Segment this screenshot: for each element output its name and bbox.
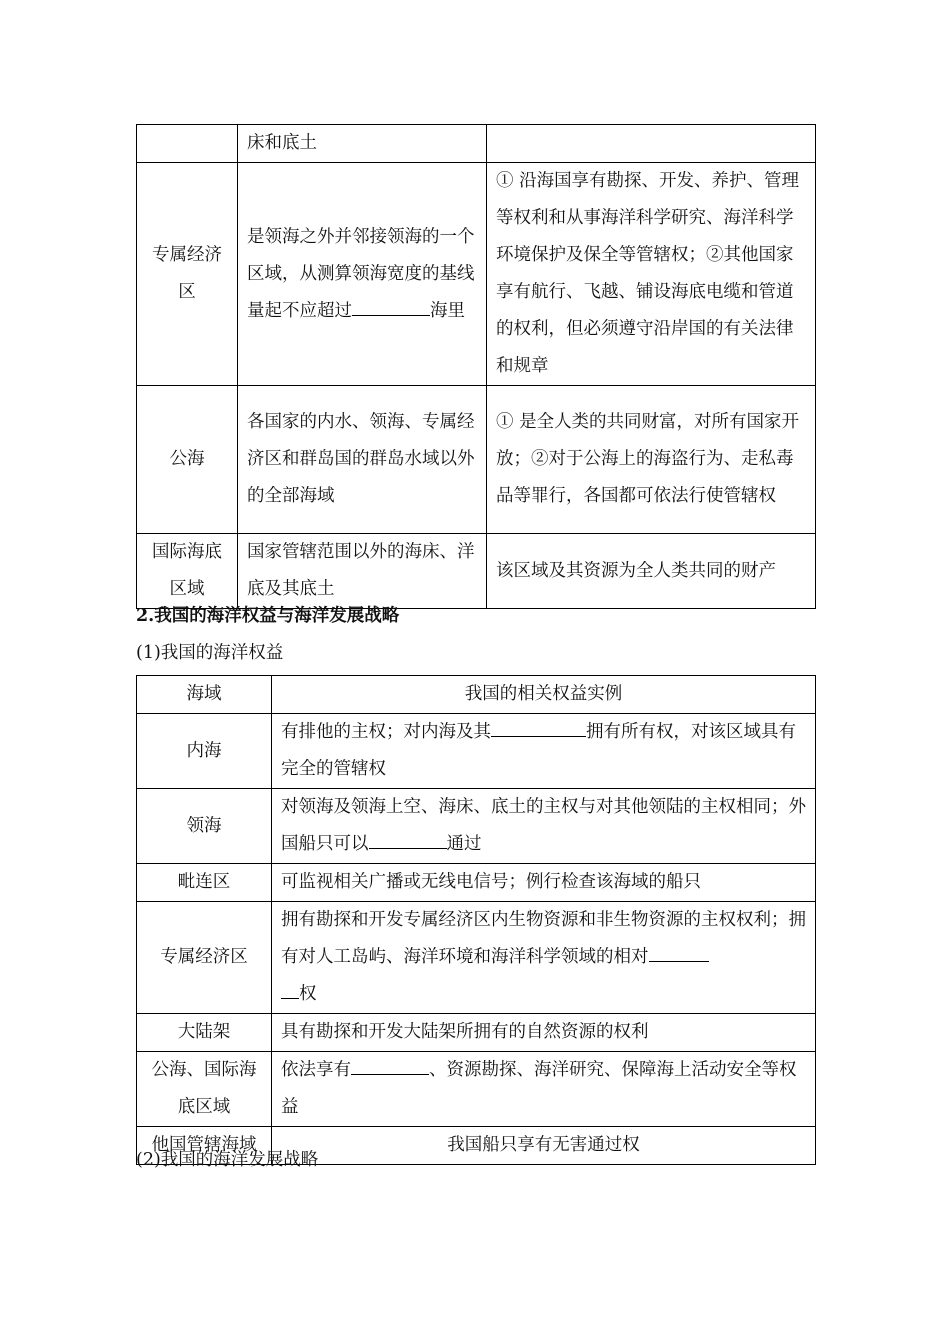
- table-row: [137, 789, 816, 864]
- rights-cell: ① 沿海国享有勘探、开发、养护、管理等权利和从事海洋科学研究、海洋科学环境保护及保全等管辖权；②其他国家享有航行、飞越、铺设海底电缆和管道的权利，但必须遵守沿岸国的有关法律和规章: [487, 163, 816, 386]
- table-row: [137, 1052, 816, 1127]
- column-header: 我国的相关权益实例: [272, 676, 816, 714]
- table-row: [137, 386, 816, 534]
- definition-cell: 国家管辖范围以外的海床、洋底及其底土: [238, 534, 487, 609]
- zone-cell: 内海: [137, 714, 272, 789]
- table-row: [137, 864, 816, 902]
- rights-cell: [272, 714, 816, 789]
- rights-cell: 我国船只享有无害通过权: [272, 1127, 816, 1165]
- fill-blank[interactable]: [649, 943, 709, 962]
- fill-blank[interactable]: [351, 1056, 429, 1075]
- rights-text: 有排他的主权；对内海及其: [281, 722, 491, 742]
- zone-cell: 专属经济区: [137, 902, 272, 1014]
- table-row: [137, 125, 816, 163]
- definition-text: 是领海之外并邻接领海的一个区域，从测算领海宽度的基线量起不应超过: [247, 226, 475, 321]
- fill-blank[interactable]: [281, 980, 299, 999]
- china-maritime-rights-table: [136, 675, 816, 1165]
- rights-text: 拥有所有权，对该区域具有完全的管辖权: [281, 722, 796, 779]
- rights-text: 拥有勘探和开发专属经济区内生物资源和非生物资源的主权权利；拥有对人工岛屿、海洋环境和海洋科学领域的相对: [281, 910, 806, 967]
- rights-text: 权: [299, 984, 317, 1004]
- column-header: 海域: [137, 676, 272, 714]
- rights-cell: [487, 125, 816, 163]
- table-row: [137, 714, 816, 789]
- zone-cell: 专属经济区: [137, 163, 238, 386]
- subsection-title: (1)我国的海洋权益: [136, 643, 284, 663]
- fill-blank[interactable]: [491, 718, 586, 737]
- rights-text: 依法享有: [281, 1060, 351, 1080]
- zone-cell: [137, 125, 238, 163]
- definition-cell: 床和底土: [238, 125, 487, 163]
- fill-blank[interactable]: [352, 297, 430, 316]
- section-title: 2.我国的海洋权益与海洋发展战略: [136, 606, 400, 626]
- definition-cell: 各国家的内水、领海、专属经济区和群岛国的群岛水域以外的全部海域: [238, 386, 487, 534]
- table-row: [137, 1014, 816, 1052]
- rights-text: 、资源勘探、海洋研究、保障海上活动安全等权益: [281, 1060, 797, 1117]
- table-row: [137, 534, 816, 609]
- rights-cell: 可监视相关广播或无线电信号；例行检查该海域的船只: [272, 864, 816, 902]
- rights-cell: [272, 1052, 816, 1127]
- zone-cell: 他国管辖海域: [137, 1127, 272, 1165]
- zone-cell: 公海: [137, 386, 238, 534]
- zone-cell: 国际海底区域: [137, 534, 238, 609]
- table-row: [137, 902, 816, 1014]
- rights-cell: 该区域及其资源为全人类共同的财产: [487, 534, 816, 609]
- rights-cell: 具有勘探和开发大陆架所拥有的自然资源的权利: [272, 1014, 816, 1052]
- subsection-title: (2)我国的海洋发展战略: [136, 1150, 319, 1170]
- zone-cell: 大陆架: [137, 1014, 272, 1052]
- maritime-zones-table: [136, 124, 816, 609]
- zone-cell: 公海、国际海底区域: [137, 1052, 272, 1127]
- definition-cell: [238, 163, 487, 386]
- zone-cell: 毗连区: [137, 864, 272, 902]
- fill-blank[interactable]: [369, 830, 447, 849]
- rights-cell: ① 是全人类的共同财富，对所有国家开放；②对于公海上的海盗行为、走私毒品等罪行，各国都可依法行使管辖权: [487, 386, 816, 534]
- rights-cell: [272, 789, 816, 864]
- table-header-row: [137, 676, 816, 714]
- zone-cell: 领海: [137, 789, 272, 864]
- table-row: [137, 163, 816, 386]
- rights-text: 对领海及领海上空、海床、底土的主权与对其他领陆的主权相同；外国船只可以: [281, 797, 806, 854]
- definition-text: 海里: [430, 300, 465, 321]
- rights-text: 通过: [446, 834, 482, 854]
- rights-cell: [272, 902, 816, 1014]
